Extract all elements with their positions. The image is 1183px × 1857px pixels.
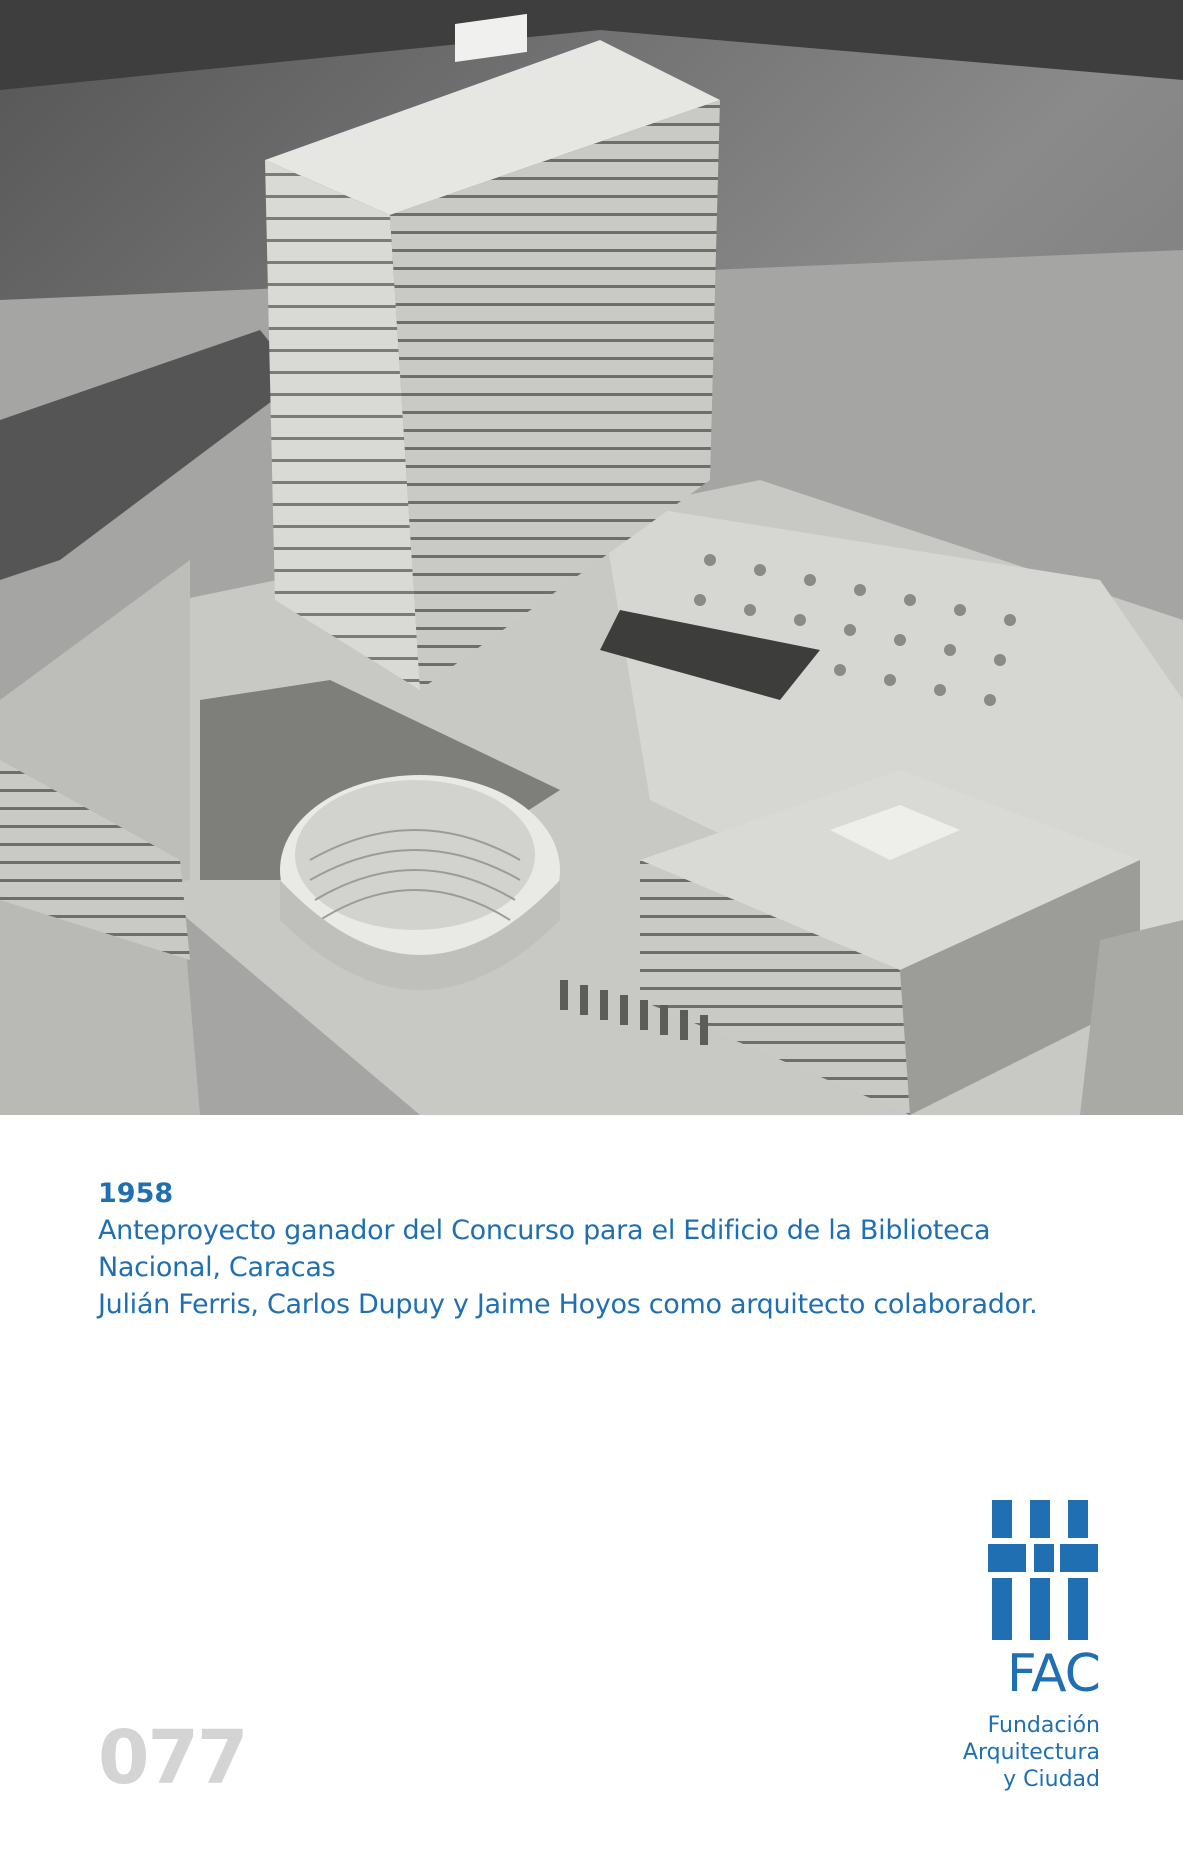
- caption-line: Julián Ferris, Carlos Dupuy y Jaime Hoyos como arquitecto colaborador.: [98, 1289, 1038, 1320]
- caption: [98, 1176, 1098, 1323]
- fac-logo-name-line: Fundación: [987, 1713, 1100, 1738]
- fac-logo-name: [963, 1712, 1100, 1793]
- caption-year: 1958: [98, 1178, 174, 1209]
- fac-logo: [960, 1500, 1100, 1830]
- caption-line: Nacional, Caracas: [98, 1252, 336, 1283]
- page-number: 077: [98, 1715, 247, 1801]
- caption-line: Anteproyecto ganador del Concurso para el Edificio de la Biblioteca: [98, 1215, 991, 1246]
- fac-logo-name-line: Arquitectura: [962, 1740, 1100, 1765]
- fac-logo-mark-icon: [988, 1500, 1098, 1640]
- fac-logo-acronym: FAC: [1006, 1644, 1100, 1704]
- fac-logo-name-line: y Ciudad: [1003, 1767, 1100, 1792]
